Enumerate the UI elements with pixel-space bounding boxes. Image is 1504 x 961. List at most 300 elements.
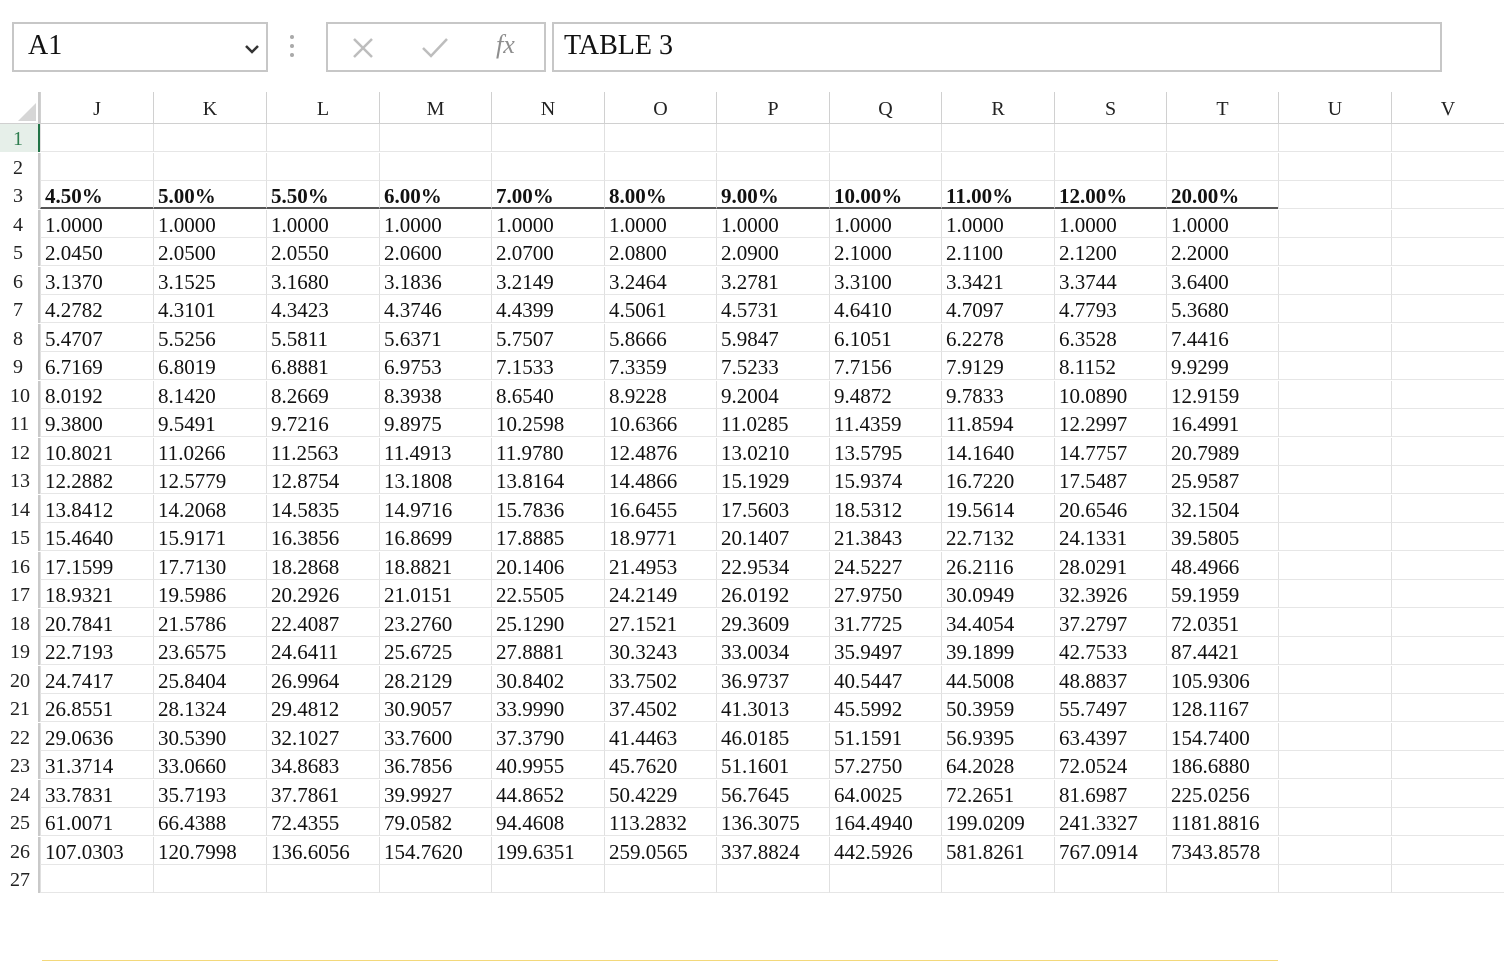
data-cell[interactable]: 26.0192 <box>716 580 829 608</box>
data-cell[interactable]: 8.9228 <box>604 381 716 409</box>
cell[interactable] <box>1391 723 1504 751</box>
data-cell[interactable]: 4.2782 <box>40 295 153 323</box>
header-cell[interactable]: 5.00% <box>153 181 266 209</box>
data-cell[interactable]: 27.8881 <box>491 637 604 665</box>
data-cell[interactable]: 26.8551 <box>40 694 153 722</box>
data-cell[interactable]: 29.3609 <box>716 609 829 637</box>
data-cell[interactable]: 5.5256 <box>153 324 266 352</box>
cell[interactable] <box>716 124 829 152</box>
row-header-8[interactable]: 8 <box>0 324 40 352</box>
row-header-18[interactable]: 18 <box>0 609 40 637</box>
cell[interactable] <box>266 153 379 181</box>
data-cell[interactable]: 5.7507 <box>491 324 604 352</box>
data-cell[interactable]: 10.2598 <box>491 409 604 437</box>
data-cell[interactable]: 35.9497 <box>829 637 941 665</box>
data-cell[interactable]: 2.1000 <box>829 238 941 266</box>
header-cell[interactable]: 11.00% <box>941 181 1054 209</box>
data-cell[interactable]: 25.1290 <box>491 609 604 637</box>
data-cell[interactable]: 7.5233 <box>716 352 829 380</box>
cancel-icon[interactable] <box>350 35 376 66</box>
cell[interactable] <box>1391 181 1504 209</box>
data-cell[interactable]: 3.2781 <box>716 267 829 295</box>
data-cell[interactable]: 30.5390 <box>153 723 266 751</box>
data-cell[interactable]: 1.0000 <box>491 210 604 238</box>
cell[interactable] <box>1391 381 1504 409</box>
data-cell[interactable]: 5.3680 <box>1166 295 1278 323</box>
cell[interactable] <box>1391 210 1504 238</box>
data-cell[interactable]: 29.0636 <box>40 723 153 751</box>
data-cell[interactable]: 72.2651 <box>941 780 1054 808</box>
data-cell[interactable]: 15.9374 <box>829 466 941 494</box>
data-cell[interactable]: 36.9737 <box>716 666 829 694</box>
row-header-22[interactable]: 22 <box>0 723 40 751</box>
data-cell[interactable]: 25.8404 <box>153 666 266 694</box>
data-cell[interactable]: 13.8164 <box>491 466 604 494</box>
data-cell[interactable]: 17.1599 <box>40 552 153 580</box>
data-cell[interactable]: 12.2997 <box>1054 409 1166 437</box>
data-cell[interactable]: 154.7400 <box>1166 723 1278 751</box>
data-cell[interactable]: 4.7793 <box>1054 295 1166 323</box>
cell[interactable] <box>379 865 491 893</box>
header-cell[interactable]: 8.00% <box>604 181 716 209</box>
data-cell[interactable]: 9.3800 <box>40 409 153 437</box>
data-cell[interactable]: 44.5008 <box>941 666 1054 694</box>
column-header-l[interactable]: L <box>266 92 379 124</box>
data-cell[interactable]: 9.5491 <box>153 409 266 437</box>
header-cell[interactable]: 4.50% <box>40 181 153 209</box>
cell[interactable] <box>1278 751 1391 779</box>
cell[interactable] <box>1391 466 1504 494</box>
select-all-corner[interactable] <box>0 92 40 124</box>
data-cell[interactable]: 12.2882 <box>40 466 153 494</box>
data-cell[interactable]: 17.8885 <box>491 523 604 551</box>
cell[interactable] <box>829 865 941 893</box>
cell[interactable] <box>266 865 379 893</box>
row-header-9[interactable]: 9 <box>0 352 40 380</box>
row-header-10[interactable]: 10 <box>0 381 40 409</box>
cell[interactable] <box>941 865 1054 893</box>
cell[interactable] <box>1278 552 1391 580</box>
data-cell[interactable]: 33.7831 <box>40 780 153 808</box>
data-cell[interactable]: 31.7725 <box>829 609 941 637</box>
data-cell[interactable]: 107.0303 <box>40 837 153 865</box>
data-cell[interactable]: 94.4608 <box>491 808 604 836</box>
header-cell[interactable]: 12.00% <box>1054 181 1166 209</box>
data-cell[interactable]: 24.7417 <box>40 666 153 694</box>
row-header-16[interactable]: 16 <box>0 552 40 580</box>
data-cell[interactable]: 20.6546 <box>1054 495 1166 523</box>
cell[interactable] <box>379 124 491 152</box>
data-cell[interactable]: 22.9534 <box>716 552 829 580</box>
data-cell[interactable]: 186.6880 <box>1166 751 1278 779</box>
cell[interactable] <box>1391 609 1504 637</box>
data-cell[interactable]: 337.8824 <box>716 837 829 865</box>
data-cell[interactable]: 34.8683 <box>266 751 379 779</box>
column-header-j[interactable]: J <box>40 92 153 124</box>
cell[interactable] <box>1166 153 1278 181</box>
data-cell[interactable]: 22.4087 <box>266 609 379 637</box>
data-cell[interactable]: 13.1808 <box>379 466 491 494</box>
data-cell[interactable]: 2.0550 <box>266 238 379 266</box>
cell[interactable] <box>716 153 829 181</box>
data-cell[interactable]: 24.1331 <box>1054 523 1166 551</box>
data-cell[interactable]: 15.7836 <box>491 495 604 523</box>
data-cell[interactable]: 4.5061 <box>604 295 716 323</box>
cell[interactable] <box>1166 865 1278 893</box>
cell[interactable] <box>1278 723 1391 751</box>
cell[interactable] <box>1054 124 1166 152</box>
data-cell[interactable]: 9.4872 <box>829 381 941 409</box>
data-cell[interactable]: 18.8821 <box>379 552 491 580</box>
cell[interactable] <box>1278 865 1391 893</box>
row-header-24[interactable]: 24 <box>0 780 40 808</box>
cell[interactable] <box>153 153 266 181</box>
data-cell[interactable]: 22.7132 <box>941 523 1054 551</box>
data-cell[interactable]: 9.9299 <box>1166 352 1278 380</box>
data-cell[interactable]: 37.4502 <box>604 694 716 722</box>
cell[interactable] <box>1391 238 1504 266</box>
data-cell[interactable]: 48.8837 <box>1054 666 1166 694</box>
header-cell[interactable]: 7.00% <box>491 181 604 209</box>
data-cell[interactable]: 241.3327 <box>1054 808 1166 836</box>
data-cell[interactable]: 59.1959 <box>1166 580 1278 608</box>
data-cell[interactable]: 13.0210 <box>716 438 829 466</box>
data-cell[interactable]: 9.7833 <box>941 381 1054 409</box>
cell[interactable] <box>1278 438 1391 466</box>
data-cell[interactable]: 7.3359 <box>604 352 716 380</box>
data-cell[interactable]: 48.4966 <box>1166 552 1278 580</box>
data-cell[interactable]: 26.2116 <box>941 552 1054 580</box>
data-cell[interactable]: 2.0500 <box>153 238 266 266</box>
cell[interactable] <box>1278 124 1391 152</box>
data-cell[interactable]: 18.5312 <box>829 495 941 523</box>
data-cell[interactable]: 39.1899 <box>941 637 1054 665</box>
column-header-p[interactable]: P <box>716 92 829 124</box>
data-cell[interactable]: 55.7497 <box>1054 694 1166 722</box>
data-cell[interactable]: 1.0000 <box>1054 210 1166 238</box>
data-cell[interactable]: 40.9955 <box>491 751 604 779</box>
cell[interactable] <box>1391 837 1504 865</box>
cell[interactable] <box>266 124 379 152</box>
data-cell[interactable]: 46.0185 <box>716 723 829 751</box>
data-cell[interactable]: 3.3100 <box>829 267 941 295</box>
cell[interactable] <box>1391 552 1504 580</box>
data-cell[interactable]: 20.7841 <box>40 609 153 637</box>
cell[interactable] <box>1391 523 1504 551</box>
data-cell[interactable]: 20.1407 <box>716 523 829 551</box>
data-cell[interactable]: 4.3423 <box>266 295 379 323</box>
data-cell[interactable]: 2.2000 <box>1166 238 1278 266</box>
cell[interactable] <box>1391 637 1504 665</box>
row-header-2[interactable]: 2 <box>0 153 40 181</box>
cell[interactable] <box>491 124 604 152</box>
cell[interactable] <box>1278 694 1391 722</box>
data-cell[interactable]: 12.4876 <box>604 438 716 466</box>
data-cell[interactable]: 3.3744 <box>1054 267 1166 295</box>
data-cell[interactable]: 14.7757 <box>1054 438 1166 466</box>
data-cell[interactable]: 14.5835 <box>266 495 379 523</box>
data-cell[interactable]: 21.3843 <box>829 523 941 551</box>
data-cell[interactable]: 41.3013 <box>716 694 829 722</box>
data-cell[interactable]: 15.1929 <box>716 466 829 494</box>
row-header-12[interactable]: 12 <box>0 438 40 466</box>
data-cell[interactable]: 27.1521 <box>604 609 716 637</box>
cell[interactable] <box>153 865 266 893</box>
data-cell[interactable]: 2.1100 <box>941 238 1054 266</box>
row-header-6[interactable]: 6 <box>0 267 40 295</box>
data-cell[interactable]: 30.9057 <box>379 694 491 722</box>
cell[interactable] <box>1391 324 1504 352</box>
formula-input[interactable] <box>552 22 1442 72</box>
data-cell[interactable]: 16.3856 <box>266 523 379 551</box>
column-header-n[interactable]: N <box>491 92 604 124</box>
data-cell[interactable]: 767.0914 <box>1054 837 1166 865</box>
data-cell[interactable]: 3.6400 <box>1166 267 1278 295</box>
data-cell[interactable]: 1.0000 <box>829 210 941 238</box>
data-cell[interactable]: 2.1200 <box>1054 238 1166 266</box>
cell[interactable] <box>491 153 604 181</box>
cell[interactable] <box>1166 124 1278 152</box>
data-cell[interactable]: 33.9990 <box>491 694 604 722</box>
data-cell[interactable]: 6.1051 <box>829 324 941 352</box>
data-cell[interactable]: 20.1406 <box>491 552 604 580</box>
data-cell[interactable]: 28.0291 <box>1054 552 1166 580</box>
data-cell[interactable]: 32.3926 <box>1054 580 1166 608</box>
data-cell[interactable]: 9.2004 <box>716 381 829 409</box>
cell[interactable] <box>1278 267 1391 295</box>
row-header-14[interactable]: 14 <box>0 495 40 523</box>
data-cell[interactable]: 39.5805 <box>1166 523 1278 551</box>
data-cell[interactable]: 1.0000 <box>1166 210 1278 238</box>
data-cell[interactable]: 72.0351 <box>1166 609 1278 637</box>
data-cell[interactable]: 33.7502 <box>604 666 716 694</box>
data-cell[interactable]: 61.0071 <box>40 808 153 836</box>
row-header-7[interactable]: 7 <box>0 295 40 323</box>
column-header-m[interactable]: M <box>379 92 491 124</box>
data-cell[interactable]: 5.5811 <box>266 324 379 352</box>
cell[interactable] <box>1391 409 1504 437</box>
column-header-s[interactable]: S <box>1054 92 1166 124</box>
header-cell[interactable]: 10.00% <box>829 181 941 209</box>
data-cell[interactable]: 6.7169 <box>40 352 153 380</box>
data-cell[interactable]: 39.9927 <box>379 780 491 808</box>
data-cell[interactable]: 4.7097 <box>941 295 1054 323</box>
data-cell[interactable]: 113.2832 <box>604 808 716 836</box>
data-cell[interactable]: 7.9129 <box>941 352 1054 380</box>
column-header-r[interactable]: R <box>941 92 1054 124</box>
cell[interactable] <box>1391 295 1504 323</box>
data-cell[interactable]: 29.4812 <box>266 694 379 722</box>
data-cell[interactable]: 20.2926 <box>266 580 379 608</box>
cell[interactable] <box>1278 666 1391 694</box>
data-cell[interactable]: 18.2868 <box>266 552 379 580</box>
cell[interactable] <box>1391 694 1504 722</box>
row-header-26[interactable]: 26 <box>0 837 40 865</box>
data-cell[interactable]: 33.7600 <box>379 723 491 751</box>
cell[interactable] <box>1391 751 1504 779</box>
data-cell[interactable]: 154.7620 <box>379 837 491 865</box>
data-cell[interactable]: 7.7156 <box>829 352 941 380</box>
data-cell[interactable]: 18.9321 <box>40 580 153 608</box>
check-icon[interactable] <box>420 35 450 66</box>
data-cell[interactable]: 50.4229 <box>604 780 716 808</box>
data-cell[interactable]: 11.9780 <box>491 438 604 466</box>
data-cell[interactable]: 31.3714 <box>40 751 153 779</box>
data-cell[interactable]: 9.8975 <box>379 409 491 437</box>
data-cell[interactable]: 40.5447 <box>829 666 941 694</box>
data-cell[interactable]: 199.0209 <box>941 808 1054 836</box>
data-cell[interactable]: 3.1680 <box>266 267 379 295</box>
cell[interactable] <box>1278 352 1391 380</box>
cell[interactable] <box>829 124 941 152</box>
data-cell[interactable]: 15.9171 <box>153 523 266 551</box>
data-cell[interactable]: 12.5779 <box>153 466 266 494</box>
cell[interactable] <box>1391 495 1504 523</box>
cell[interactable] <box>1278 466 1391 494</box>
data-cell[interactable]: 164.4940 <box>829 808 941 836</box>
data-cell[interactable]: 7.1533 <box>491 352 604 380</box>
data-cell[interactable]: 16.7220 <box>941 466 1054 494</box>
data-cell[interactable]: 5.9847 <box>716 324 829 352</box>
column-header-t[interactable]: T <box>1166 92 1278 124</box>
cell[interactable] <box>1278 580 1391 608</box>
data-cell[interactable]: 33.0660 <box>153 751 266 779</box>
data-cell[interactable]: 25.9587 <box>1166 466 1278 494</box>
data-cell[interactable]: 21.0151 <box>379 580 491 608</box>
data-cell[interactable]: 24.5227 <box>829 552 941 580</box>
data-cell[interactable]: 3.2149 <box>491 267 604 295</box>
data-cell[interactable]: 72.0524 <box>1054 751 1166 779</box>
data-cell[interactable]: 6.2278 <box>941 324 1054 352</box>
cell[interactable] <box>1278 210 1391 238</box>
row-header-13[interactable]: 13 <box>0 466 40 494</box>
data-cell[interactable]: 14.2068 <box>153 495 266 523</box>
data-cell[interactable]: 23.6575 <box>153 637 266 665</box>
cell[interactable] <box>1278 181 1391 209</box>
cell[interactable] <box>1278 495 1391 523</box>
cell[interactable] <box>1391 438 1504 466</box>
cell[interactable] <box>1278 381 1391 409</box>
column-header-v[interactable]: V <box>1391 92 1504 124</box>
data-cell[interactable]: 28.2129 <box>379 666 491 694</box>
data-cell[interactable]: 2.0600 <box>379 238 491 266</box>
row-header-19[interactable]: 19 <box>0 637 40 665</box>
data-cell[interactable]: 22.5505 <box>491 580 604 608</box>
data-cell[interactable]: 87.4421 <box>1166 637 1278 665</box>
data-cell[interactable]: 21.5786 <box>153 609 266 637</box>
cell[interactable] <box>1278 780 1391 808</box>
cell[interactable] <box>1391 780 1504 808</box>
cell[interactable] <box>1278 837 1391 865</box>
data-cell[interactable]: 51.1601 <box>716 751 829 779</box>
data-cell[interactable]: 56.7645 <box>716 780 829 808</box>
row-header-4[interactable]: 4 <box>0 210 40 238</box>
data-cell[interactable]: 1.0000 <box>379 210 491 238</box>
cell[interactable] <box>153 124 266 152</box>
header-cell[interactable]: 9.00% <box>716 181 829 209</box>
data-cell[interactable]: 17.5487 <box>1054 466 1166 494</box>
data-cell[interactable]: 11.0285 <box>716 409 829 437</box>
data-cell[interactable]: 66.4388 <box>153 808 266 836</box>
data-cell[interactable]: 6.8881 <box>266 352 379 380</box>
data-cell[interactable]: 79.0582 <box>379 808 491 836</box>
chevron-down-icon[interactable] <box>244 42 260 60</box>
cell[interactable] <box>1391 580 1504 608</box>
function-icon[interactable]: fx <box>496 30 515 59</box>
data-cell[interactable]: 6.3528 <box>1054 324 1166 352</box>
data-cell[interactable]: 13.5795 <box>829 438 941 466</box>
cell[interactable] <box>829 153 941 181</box>
data-cell[interactable]: 11.0266 <box>153 438 266 466</box>
data-cell[interactable]: 8.3938 <box>379 381 491 409</box>
header-cell[interactable]: 20.00% <box>1166 181 1278 209</box>
data-cell[interactable]: 14.9716 <box>379 495 491 523</box>
data-cell[interactable]: 30.8402 <box>491 666 604 694</box>
data-cell[interactable]: 37.7861 <box>266 780 379 808</box>
data-cell[interactable]: 1.0000 <box>40 210 153 238</box>
data-cell[interactable]: 23.2760 <box>379 609 491 637</box>
data-cell[interactable]: 45.5992 <box>829 694 941 722</box>
cell[interactable] <box>1278 808 1391 836</box>
data-cell[interactable]: 8.1420 <box>153 381 266 409</box>
data-cell[interactable]: 11.4913 <box>379 438 491 466</box>
cell[interactable] <box>1278 238 1391 266</box>
data-cell[interactable]: 64.0025 <box>829 780 941 808</box>
cell[interactable] <box>40 865 153 893</box>
data-cell[interactable]: 5.8666 <box>604 324 716 352</box>
data-cell[interactable]: 20.7989 <box>1166 438 1278 466</box>
data-cell[interactable]: 37.2797 <box>1054 609 1166 637</box>
header-cell[interactable]: 6.00% <box>379 181 491 209</box>
data-cell[interactable]: 10.8021 <box>40 438 153 466</box>
data-cell[interactable]: 25.6725 <box>379 637 491 665</box>
data-cell[interactable]: 12.9159 <box>1166 381 1278 409</box>
data-cell[interactable]: 3.3421 <box>941 267 1054 295</box>
cell[interactable] <box>1391 124 1504 152</box>
row-header-20[interactable]: 20 <box>0 666 40 694</box>
data-cell[interactable]: 1.0000 <box>941 210 1054 238</box>
data-cell[interactable]: 5.4707 <box>40 324 153 352</box>
row-header-21[interactable]: 21 <box>0 694 40 722</box>
cell[interactable] <box>1054 153 1166 181</box>
cell[interactable] <box>1391 808 1504 836</box>
data-cell[interactable]: 42.7533 <box>1054 637 1166 665</box>
column-header-k[interactable]: K <box>153 92 266 124</box>
data-cell[interactable]: 21.4953 <box>604 552 716 580</box>
data-cell[interactable]: 63.4397 <box>1054 723 1166 751</box>
data-cell[interactable]: 6.8019 <box>153 352 266 380</box>
column-header-u[interactable]: U <box>1278 92 1391 124</box>
cell[interactable] <box>604 865 716 893</box>
cell[interactable] <box>1391 153 1504 181</box>
data-cell[interactable]: 1.0000 <box>604 210 716 238</box>
cell[interactable] <box>604 153 716 181</box>
data-cell[interactable]: 56.9395 <box>941 723 1054 751</box>
data-cell[interactable]: 2.0900 <box>716 238 829 266</box>
more-options-icon[interactable] <box>288 33 296 64</box>
cell[interactable] <box>1391 267 1504 295</box>
row-header-25[interactable]: 25 <box>0 808 40 836</box>
data-cell[interactable]: 13.8412 <box>40 495 153 523</box>
cell[interactable] <box>1278 523 1391 551</box>
data-cell[interactable]: 44.8652 <box>491 780 604 808</box>
data-cell[interactable]: 36.7856 <box>379 751 491 779</box>
row-header-17[interactable]: 17 <box>0 580 40 608</box>
data-cell[interactable]: 50.3959 <box>941 694 1054 722</box>
row-header-27[interactable]: 27 <box>0 865 40 893</box>
data-cell[interactable]: 5.6371 <box>379 324 491 352</box>
data-cell[interactable]: 16.6455 <box>604 495 716 523</box>
